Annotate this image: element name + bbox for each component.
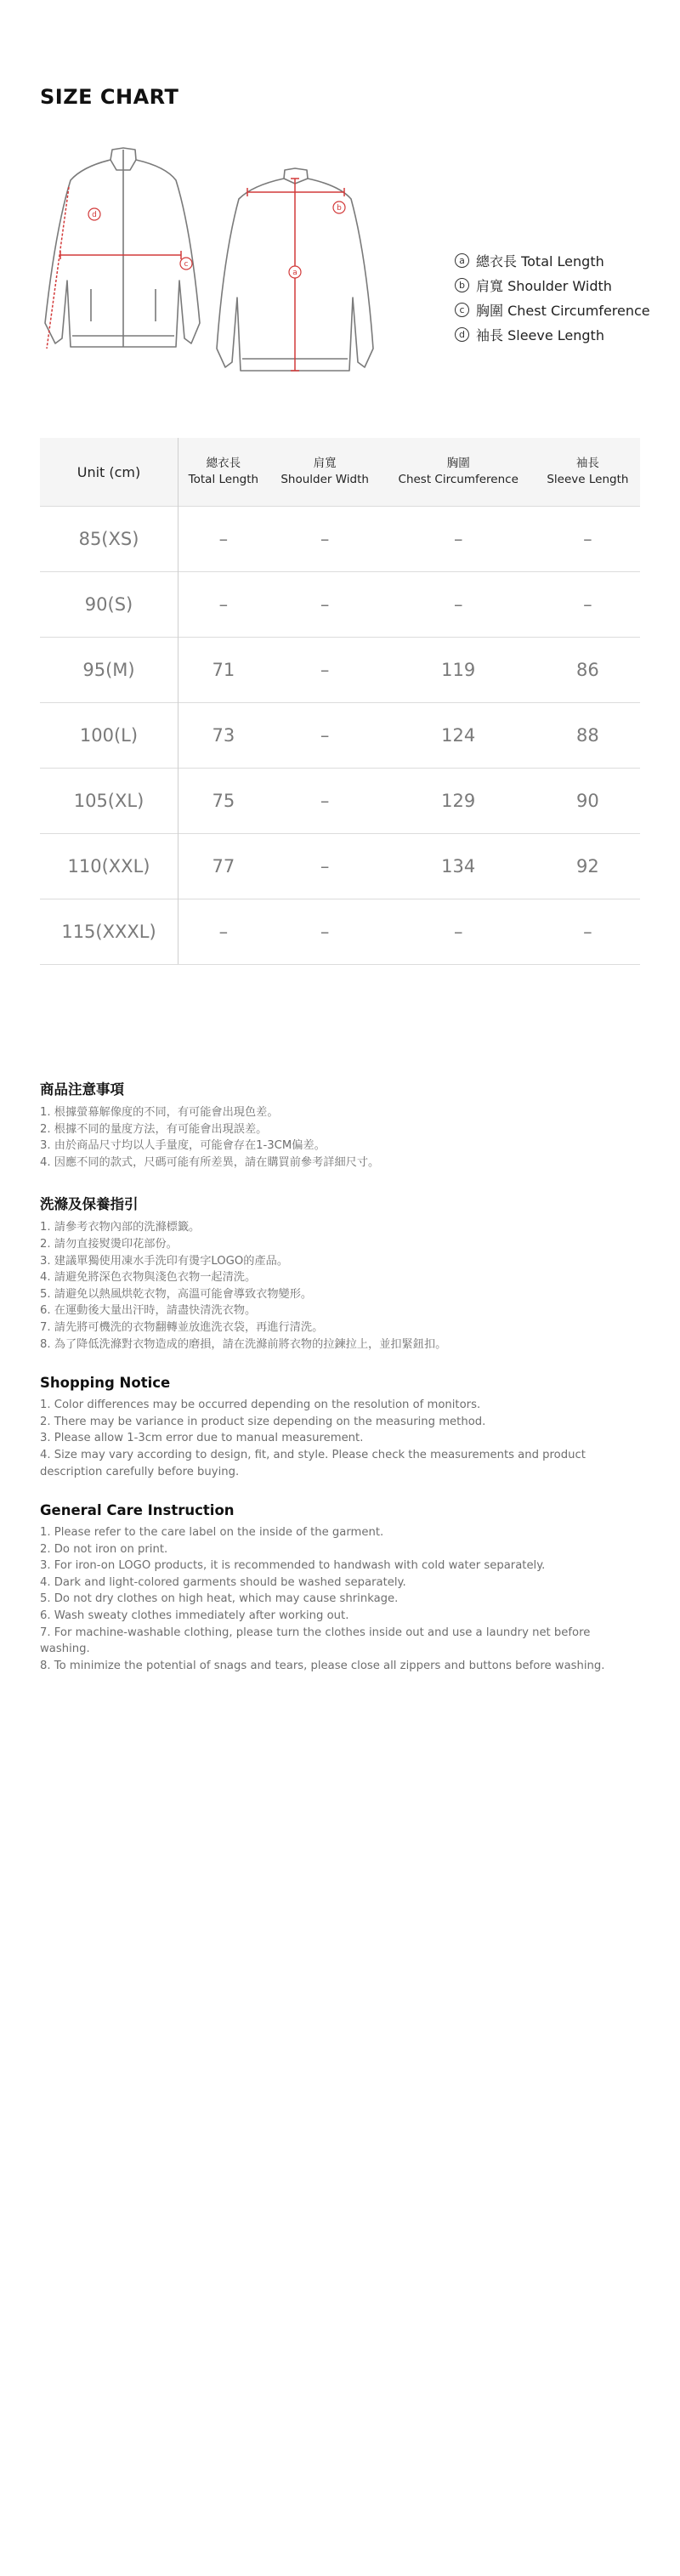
legend-item-chest-circumference (455, 298, 650, 322)
list-item: 2. There may be variance in product size depending on the measuring method. (40, 1415, 486, 1428)
marker-c (180, 258, 192, 270)
measurement-cell: – (178, 899, 269, 965)
measurement-cell: 134 (382, 834, 536, 899)
size-label-cell: 90(S) (40, 572, 178, 638)
measurement-cell: 73 (178, 703, 269, 769)
list-item: 1. 請參考衣物內部的洗滌標籤。 (40, 1221, 201, 1234)
list-item: 1. 根據螢幕解像度的不同，有可能會出現色差。 (40, 1106, 279, 1119)
notes-section (40, 1193, 643, 1353)
measurement-cell: – (269, 899, 382, 965)
page-title: SIZE CHART (40, 85, 179, 109)
list-item: 1. Color differences may be occurred depending on the resolution of monitors. (40, 1399, 481, 1412)
section-list (40, 1524, 643, 1674)
list-item: 3. 建議單獨使用凍水手洗印有燙字LOGO的產品。 (40, 1254, 289, 1268)
section-list (40, 1397, 643, 1480)
table-row (40, 638, 640, 703)
list-item: 1. Please refer to the care label on the inside of the garment. (40, 1526, 384, 1540)
list-item: 7. 請先將可機洗的衣物翻轉並放進洗衣袋，再進行清洗。 (40, 1320, 324, 1334)
measurement-cell: 88 (536, 703, 640, 769)
size-label-cell: 85(XS) (40, 507, 178, 572)
section-list (40, 1104, 643, 1171)
notes-area (40, 1078, 643, 1696)
header-sleeve-length: 袖長 Sleeve Length (536, 438, 640, 507)
measurement-cell: 119 (382, 638, 536, 703)
legend-marker: a (455, 253, 469, 268)
measurement-markers (88, 201, 345, 278)
size-label-cell: 105(XL) (40, 769, 178, 834)
legend-item-shoulder-width (455, 273, 650, 298)
measurement-cell: – (269, 769, 382, 834)
svg-text:b: b (337, 204, 342, 213)
legend-item-sleeve-length (455, 322, 650, 347)
notes-section (40, 1375, 643, 1480)
list-item: 2. 根據不同的量度方法，有可能會出現誤差。 (40, 1122, 268, 1136)
measurement-cell: – (382, 572, 536, 638)
legend-marker: d (455, 327, 469, 342)
measurement-cell: 75 (178, 769, 269, 834)
table-row (40, 899, 640, 965)
table-header-row (40, 438, 640, 507)
list-item: 7. For machine-washable clothing, please turn the clothes inside out and use a laundry net before washing. (40, 1626, 591, 1656)
table-row (40, 507, 640, 572)
measurement-cell: – (382, 507, 536, 572)
measurement-cell: – (269, 572, 382, 638)
table-row (40, 834, 640, 899)
list-item: 8. 為了降低洗滌對衣物造成的磨損，請在洗滌前將衣物的拉鍊拉上，並扣緊鈕扣。 (40, 1337, 447, 1351)
list-item: 5. 請避免以熱風烘乾衣物，高溫可能會導致衣物變形。 (40, 1287, 313, 1301)
list-item: 4. 因應不同的款式，尺碼可能有所差異，請在購買前參考詳細尺寸。 (40, 1155, 380, 1169)
jacket-front-illustration (45, 148, 200, 347)
jacket-diagram (40, 136, 414, 383)
section-heading: 洗滌及保養指引 (40, 1196, 139, 1213)
svg-text:d: d (92, 211, 97, 219)
header-total-length: 總衣長 Total Length (178, 438, 269, 507)
size-label-cell: 95(M) (40, 638, 178, 703)
header-unit: Unit (cm) (40, 438, 178, 507)
measurement-cell: 124 (382, 703, 536, 769)
table-row (40, 572, 640, 638)
section-list (40, 1219, 643, 1353)
section-heading: General Care Instruction (40, 1502, 235, 1519)
measurement-cell: 77 (178, 834, 269, 899)
list-item: 4. 請避免將深色衣物與淺色衣物一起清洗。 (40, 1271, 257, 1285)
measurement-cell: 86 (536, 638, 640, 703)
legend-label: 胸圍 Chest Circumference (476, 303, 650, 319)
list-item: 6. 在運動後大量出汗時，請盡快清洗衣物。 (40, 1304, 257, 1318)
section-heading: Shopping Notice (40, 1375, 171, 1392)
svg-text:a: a (292, 269, 298, 277)
measurement-cell: 92 (536, 834, 640, 899)
list-item: 8. To minimize the potential of snags and tears, please close all zippers and buttons before washing. (40, 1659, 605, 1672)
size-label-cell: 100(L) (40, 703, 178, 769)
section-heading: 商品注意事項 (40, 1081, 124, 1098)
list-item: 3. 由於商品尺寸均以人手量度，可能會存在1-3CM偏差。 (40, 1139, 326, 1153)
list-item: 3. Please allow 1-3cm error due to manual measurement. (40, 1432, 364, 1445)
table-row (40, 769, 640, 834)
measurement-cell: – (269, 703, 382, 769)
list-item: 3. For iron-on LOGO products, it is recommended to handwash with cold water separately. (40, 1559, 546, 1573)
legend-marker: c (455, 303, 469, 317)
measurement-cell: – (269, 507, 382, 572)
measurement-cell: 90 (536, 769, 640, 834)
size-label-cell: 115(XXXL) (40, 899, 178, 965)
legend-item-total-length (455, 248, 650, 273)
legend-label: 肩寬 Shoulder Width (476, 278, 612, 294)
measurement-cell: – (178, 572, 269, 638)
list-item: 2. Do not iron on print. (40, 1542, 168, 1556)
marker-a (289, 266, 301, 278)
measurement-cell: – (536, 899, 640, 965)
header-shoulder-width: 肩寬 Shoulder Width (269, 438, 382, 507)
measurement-cell: – (269, 834, 382, 899)
measurement-cell: 71 (178, 638, 269, 703)
notes-section (40, 1078, 643, 1171)
measurement-legend (455, 248, 650, 347)
svg-text:c: c (184, 260, 189, 269)
size-label-cell: 110(XXL) (40, 834, 178, 899)
list-item: 2. 請勿直接熨燙印花部份。 (40, 1237, 178, 1251)
list-item: 4. Dark and light-colored garments should be washed separately. (40, 1575, 406, 1589)
measurement-cell: – (178, 507, 269, 572)
list-item: 4. Size may vary according to design, fit, and style. Please check the measurements and product description carefully before buying. (40, 1448, 586, 1478)
header-chest-circumference: 胸圍 Chest Circumference (382, 438, 536, 507)
marker-b (333, 201, 345, 213)
size-table (40, 438, 640, 965)
measurement-cell: – (269, 638, 382, 703)
legend-marker: b (455, 278, 469, 292)
notes-section (40, 1502, 643, 1674)
legend-label: 總衣長 Total Length (476, 253, 604, 270)
legend-label: 袖長 Sleeve Length (476, 327, 604, 343)
table-row (40, 703, 640, 769)
measurement-cell: 129 (382, 769, 536, 834)
measurement-cell: – (536, 572, 640, 638)
list-item: 5. Do not dry clothes on high heat, which may cause shrinkage. (40, 1592, 399, 1606)
measurement-cell: – (536, 507, 640, 572)
measurement-cell: – (382, 899, 536, 965)
list-item: 6. Wash sweaty clothes immediately after working out. (40, 1609, 349, 1623)
marker-d (88, 208, 100, 220)
